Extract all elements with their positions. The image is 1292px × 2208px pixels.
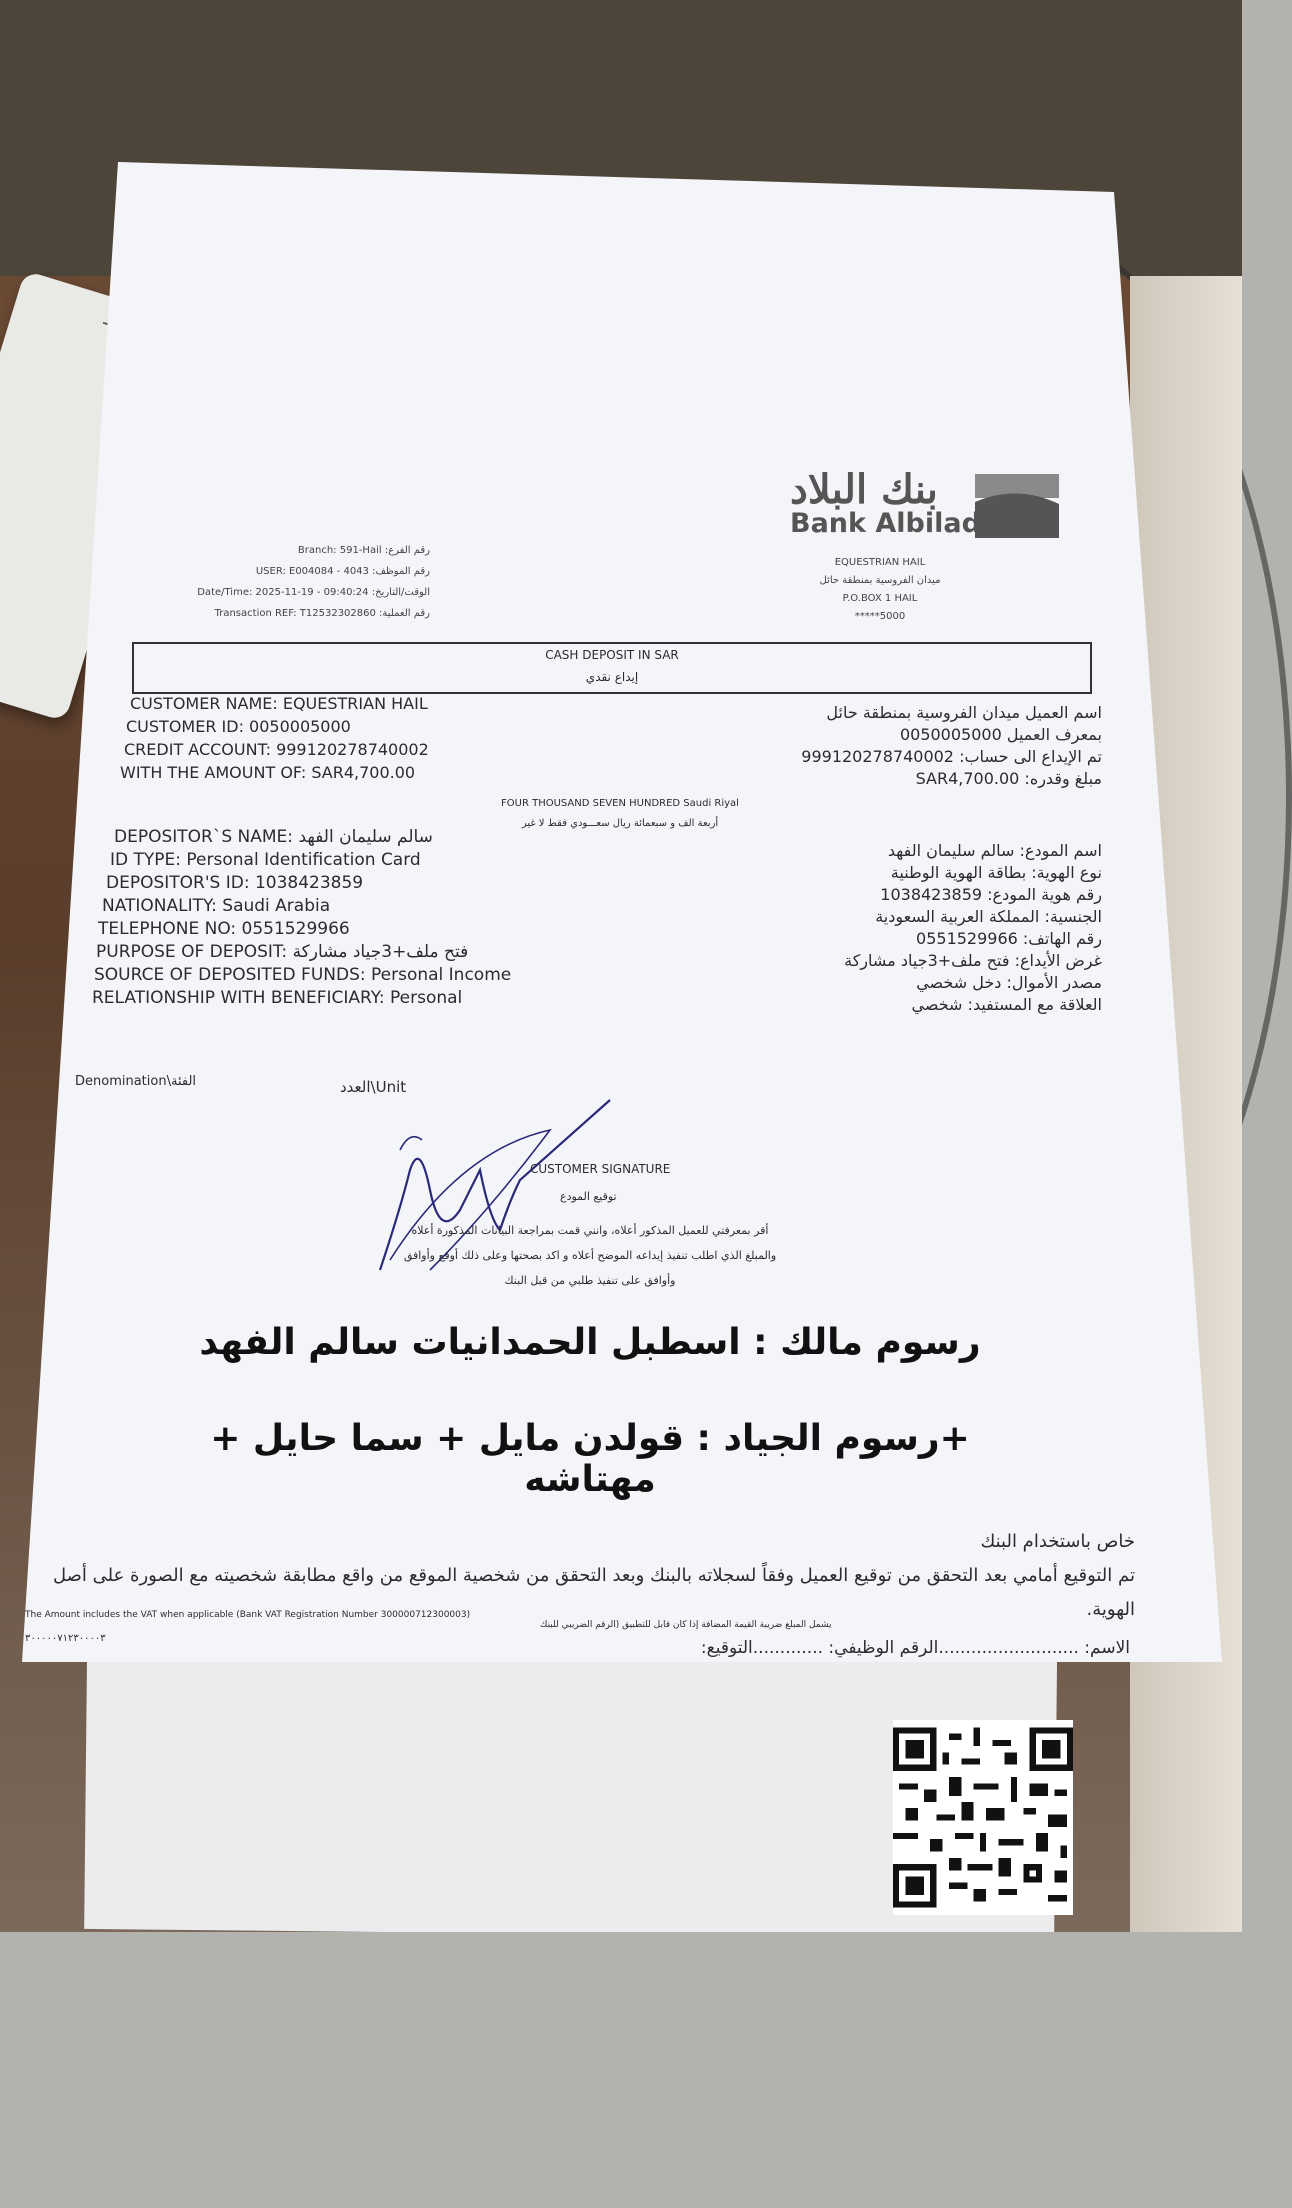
bank-name-english: Bank Albilad (790, 508, 981, 539)
customer-address (790, 554, 970, 626)
customer-signature-label: CUSTOMER SIGNATURE (530, 1162, 671, 1176)
address-line: *****5000 (854, 611, 906, 622)
slip-title-en: CASH DEPOSIT IN SAR (545, 648, 679, 662)
depositor-line: ID TYPE: Personal Identification Card (110, 850, 421, 870)
customer-line: CUSTOMER NAME: EQUESTRIAN HAIL (130, 694, 428, 713)
bottom-gray-band (0, 1932, 1242, 2208)
branch-info (195, 540, 430, 624)
customer-line-ar: بمعرف العميل 0050005000 (899, 725, 1102, 744)
unit-label: العدد\Unit (340, 1078, 407, 1096)
customer-details-ar (762, 702, 1102, 790)
user-line: USER: E004084 - 4043 :رقم الموظف (255, 566, 430, 577)
address-line: ميدان الفروسية بمنطقة حائل (819, 575, 941, 586)
vat-note-ar: يشمل المبلغ ضريبة القيمة المضافة إذا كان قابل للتطبيق (الرقم الضريبي للبنك (540, 1620, 832, 1630)
amount-words-en: FOUR THOUSAND SEVEN HUNDRED Saudi Riyal (501, 798, 739, 809)
bank-use-heading: خاص باستخدام البنك (980, 1531, 1135, 1552)
customer-line-ar: مبلغ وقدره: SAR4,700.00 (915, 769, 1102, 788)
depositor-line-ar: غرض الأيداع: فتح ملف+3جياد مشاركة (844, 951, 1102, 970)
depositor-line-ar: نوع الهوية: بطاقة الهوية الوطنية (890, 863, 1102, 882)
depositor-line-ar: مصدر الأموال: دخل شخصي (916, 973, 1102, 992)
depositor-line: SOURCE OF DEPOSITED FUNDS: Personal Income (94, 965, 512, 985)
amount-words-ar: أربعة الف و سبعمائة ريال سعـــودي فقط لا غير (521, 818, 719, 829)
bank-logo-icon (975, 474, 1059, 538)
depositor-line: TELEPHONE NO: 0551529966 (98, 919, 350, 939)
depositor-line: DEPOSITOR`S NAME: سالم سليمان الفهد (114, 827, 433, 847)
depositor-line: RELATIONSHIP WITH BENEFICIARY: Personal (92, 988, 463, 1008)
transaction-ref-line: Transaction REF: T12532302860 :رقم العملية (214, 608, 430, 619)
declaration-line: وأوافق على تنفيذ طلبي من قبل البنك (504, 1274, 676, 1287)
bank-use-text: تم التوقيع أمامي بعد التحقق من توقيع العميل وفقاً لسجلاته بالبنك وبعد التحقق من شخصية الموقع من واقع مطابقة شخصيته مع الصورة على أصل الهوية. (52, 1565, 1135, 1620)
overlay-text-line-1: رسوم مالك : اسطبل الحمدانيات سالم الفهد (199, 1322, 981, 1363)
customer-line-ar: تم الإيداع الى حساب: 999120278740002 (801, 747, 1102, 766)
declaration-line: أقر بمعرفتي للعميل المذكور أعلاه، وانني قمت بمراجعة البيانات المذكورة أعلاه (411, 1224, 769, 1237)
declaration-text (360, 1218, 820, 1293)
slip-title-ar: إيداع نقدي (585, 670, 639, 684)
qr-code (893, 1720, 1073, 1915)
depositor-line-ar: العلاقة مع المستفيد: شخصي (911, 995, 1102, 1014)
bank-name-arabic: بنك البلاد (790, 466, 938, 513)
vat-number-ar: ٣٠٠٠٠٠٧١٢٣٠٠٠٠٣ (25, 1633, 106, 1644)
denomination-label: Denomination\الفئة (75, 1074, 197, 1089)
depositor-line-ar: رقم هوية المودع: 1038423859 (880, 885, 1102, 904)
address-line: EQUESTRIAN HAIL (834, 557, 926, 568)
customer-signature-label-ar: توقيع المودع (560, 1190, 617, 1203)
depositor-line: DEPOSITOR'S ID: 1038423859 (106, 873, 364, 893)
vat-note-en: The Amount includes the VAT when applicable (Bank VAT Registration Number 300000712300003) (25, 1610, 471, 1620)
depositor-line: PURPOSE OF DEPOSIT: فتح ملف+3جياد مشاركة (96, 942, 469, 962)
depositor-line-ar: اسم المودع: سالم سليمان الفهد (887, 841, 1102, 860)
customer-line-ar: اسم العميل ميدان الفروسية بمنطقة حائل (826, 703, 1102, 722)
customer-details-en (92, 692, 652, 784)
depositor-line-ar: الجنسية: المملكة العربية السعودية (875, 907, 1102, 926)
declaration-line: والمبلغ الذي اطلب تنفيذ إيداعه الموضح أعلاه و اكد بصحتها وعلى ذلك أوقع وأوافق (403, 1249, 777, 1262)
branch-line: Branch: 591-Hail :رقم الفرع (297, 545, 430, 556)
customer-line: CREDIT ACCOUNT: 999120278740002 (124, 740, 429, 759)
datetime-line: Date/Time: 2025-11-19 - 09:40:24 :الوقت/التاريخ (197, 587, 430, 598)
address-line: P.O.BOX 1 HAIL (842, 593, 918, 604)
slip-title-box (132, 642, 1092, 694)
depositor-line-ar: رقم الهاتف: 0551529966 (916, 929, 1102, 948)
depositor-details-en (92, 826, 652, 1010)
customer-line: WITH THE AMOUNT OF: SAR4,700.00 (120, 763, 416, 782)
overlay-text-line-2: +رسوم الجياد : قولدن مايل + سما حايل + مهتاشه (210, 1418, 970, 1500)
customer-line: CUSTOMER ID: 0050005000 (126, 717, 351, 736)
bank-use-fields: الاسم: ..........................الرقم الوظيفي: .............التوقيع: (700, 1638, 1130, 1658)
depositor-details-ar (742, 840, 1102, 1016)
depositor-line: NATIONALITY: Saudi Arabia (102, 896, 331, 916)
